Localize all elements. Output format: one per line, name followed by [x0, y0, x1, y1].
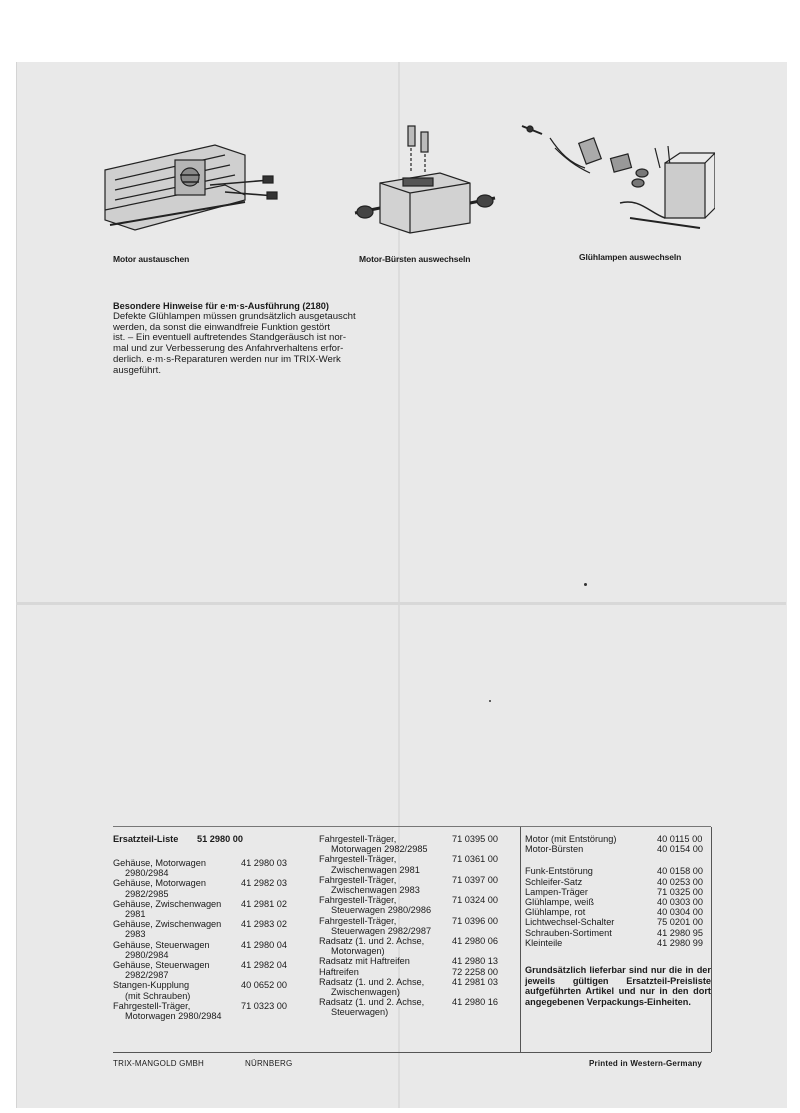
column-divider — [520, 827, 521, 1052]
part-name: Gehäuse, Zwischenwagen — [113, 898, 222, 909]
column-divider — [711, 827, 712, 1052]
parts-list-item — [319, 977, 519, 997]
part-name: Glühlampe, rot — [525, 907, 586, 918]
part-name-detail: Zwischenwagen 2983 — [331, 885, 420, 896]
part-name: Motor-Bürsten — [525, 844, 584, 855]
caption-motor-brushes: Motor-Bürsten auswechseln — [359, 254, 471, 264]
part-number: 41 2982 03 — [241, 878, 287, 889]
caption-motor: Motor austauschen — [113, 254, 190, 264]
part-name-detail: Motorwagen 2982/2985 — [331, 844, 428, 855]
part-number: 41 2980 99 — [657, 937, 703, 948]
part-name-detail: Motorwagen 2980/2984 — [125, 1011, 222, 1022]
part-name: Radsatz (1. und 2. Achse, — [319, 976, 425, 987]
ems-note — [113, 301, 393, 377]
parts-column-3-motor-items — [525, 834, 711, 854]
part-number: 40 0115 00 — [657, 834, 703, 844]
parts-list-item — [319, 854, 519, 874]
parts-list-item — [113, 940, 313, 960]
parts-column-2-items — [319, 834, 519, 1018]
parts-column-3-other-items — [525, 866, 711, 948]
parts-column-1-items — [113, 858, 313, 1021]
part-name: Gehäuse, Motorwagen — [113, 858, 206, 868]
part-number: 71 0395 00 — [452, 834, 498, 844]
part-number: 71 0361 00 — [452, 854, 498, 865]
parts-list-item — [319, 956, 519, 966]
parts-list-item — [113, 1001, 313, 1021]
part-number: 41 2980 13 — [452, 956, 498, 967]
parts-list-item — [113, 858, 313, 878]
part-name: Radsatz (1. und 2. Achse, — [319, 936, 425, 947]
part-name: Gehäuse, Zwischenwagen — [113, 919, 222, 930]
part-number: 41 2980 04 — [241, 939, 287, 950]
paper-speck — [489, 700, 491, 702]
part-name-detail: 2983 — [125, 929, 146, 940]
part-name: Fahrgestell-Träger, — [319, 915, 397, 926]
parts-list-item — [319, 936, 519, 956]
part-number: 41 2980 16 — [452, 997, 498, 1008]
part-number: 40 0158 00 — [657, 866, 703, 877]
part-name: Fahrgestell-Träger, — [319, 895, 397, 906]
part-name: Funk-Entstörung — [525, 866, 593, 877]
part-name-detail: 2982/2987 — [125, 970, 169, 981]
ems-note-heading: Besondere Hinweise für e·m·s-Ausführung (2180) — [113, 301, 329, 311]
part-number: 75 0201 00 — [657, 917, 703, 928]
part-name: Fahrgestell-Träger, — [319, 854, 397, 865]
lamp-replacement-illustration — [520, 118, 715, 243]
part-name: Lampen-Träger — [525, 886, 588, 897]
ems-note-line: mal und zur Verbesserung des Anfahrverhaltens erfor- — [113, 343, 344, 355]
part-name: Kleinteile — [525, 937, 563, 948]
parts-list-item — [113, 919, 313, 939]
footer-printed: Printed in Western-Germany — [589, 1059, 703, 1068]
part-name-detail: Motorwagen) — [331, 946, 385, 957]
part-number: 41 2981 03 — [452, 976, 498, 987]
parts-list-item — [525, 877, 711, 887]
ems-note-line: werden, da sonst die einwandfreie Funktion gestört — [113, 321, 331, 333]
parts-column-2 — [319, 834, 519, 1018]
parts-list-item — [525, 928, 711, 938]
motor-replacement-illustration — [95, 130, 290, 240]
parts-list-item — [319, 967, 519, 977]
part-name: Glühlampe, weiß — [525, 897, 594, 908]
part-name-detail: 2982/2985 — [125, 888, 169, 899]
part-number: 41 2980 06 — [452, 936, 498, 947]
part-number: 71 0397 00 — [452, 874, 498, 885]
part-number: 40 0304 00 — [657, 907, 703, 918]
availability-note: Grundsätzlich lieferbar sind nur die in der jeweils gültigen Ersatzteil-Preisliste aufgeführten Artikel und nur in den dort angegebenen Verpackungs-Einheiten. — [525, 965, 711, 1007]
part-number: 40 0303 00 — [657, 897, 703, 908]
part-number: 72 2258 00 — [452, 966, 498, 977]
part-name: Gehäuse, Motorwagen — [113, 878, 206, 889]
part-name-detail: 2980/2984 — [125, 868, 169, 879]
motor-brushes-illustration — [345, 118, 505, 238]
part-name: Stangen-Kupplung — [113, 980, 190, 991]
parts-list-item — [113, 980, 313, 1000]
parts-list-item — [525, 907, 711, 917]
part-number: 41 2980 95 — [657, 927, 703, 938]
parts-list-item — [319, 895, 519, 915]
parts-list-item — [319, 916, 519, 936]
part-name: Radsatz (1. und 2. Achse, — [319, 997, 425, 1008]
part-name-detail: 2980/2984 — [125, 949, 169, 960]
part-name: Motor (mit Entstörung) — [525, 834, 617, 844]
parts-list-item — [319, 997, 519, 1017]
parts-list-item — [319, 875, 519, 895]
part-name-detail: Steuerwagen 2980/2986 — [331, 905, 432, 916]
parts-list-item — [319, 834, 519, 854]
parts-list-item — [113, 899, 313, 919]
part-name-detail: Zwischenwagen) — [331, 987, 400, 998]
parts-list-item — [525, 897, 711, 907]
part-number: 41 2981 02 — [241, 898, 287, 909]
footer-rule — [113, 1052, 711, 1053]
part-name: Gehäuse, Steuerwagen — [113, 939, 210, 950]
part-name: Lichtwechsel-Schalter — [525, 917, 615, 928]
part-name-detail: (mit Schrauben) — [125, 990, 191, 1001]
part-number: 41 2980 03 — [241, 858, 287, 868]
part-name: Schrauben-Sortiment — [525, 927, 612, 938]
ems-note-line: ist. – Ein eventuell auftretendes Standgeräusch ist nor- — [113, 332, 347, 344]
parts-column-1 — [113, 834, 313, 1021]
paper-speck — [584, 583, 587, 586]
part-number: 41 2983 02 — [241, 919, 287, 930]
fold-line-horizontal — [16, 602, 786, 605]
part-number: 40 0154 00 — [657, 844, 703, 855]
part-name: Fahrgestell-Träger, — [319, 874, 397, 885]
part-number: 71 0324 00 — [452, 895, 498, 906]
part-name: Haftreifen — [319, 966, 359, 977]
parts-list-title: Ersatzteil-Liste — [113, 834, 179, 844]
part-name-detail: Steuerwagen) — [331, 1007, 389, 1018]
part-name-detail: Zwischenwagen 2981 — [331, 864, 420, 875]
part-number: 71 0325 00 — [657, 886, 703, 897]
part-name: Schleifer-Satz — [525, 876, 583, 887]
footer-company: TRIX-MANGOLD GMBH — [113, 1059, 204, 1068]
parts-list-item — [525, 917, 711, 927]
part-name: Fahrgestell-Träger, — [319, 834, 397, 844]
caption-lamps: Glühlampen auswechseln — [579, 252, 682, 262]
parts-list-item — [525, 938, 711, 948]
part-number: 71 0396 00 — [452, 915, 498, 926]
part-name-detail: 2981 — [125, 909, 146, 920]
ems-note-line: ausgeführt. — [113, 364, 162, 376]
part-name: Radsatz mit Haftreifen — [319, 956, 410, 967]
part-name: Fahrgestell-Träger, — [113, 1000, 191, 1011]
parts-list-title-number: 51 2980 00 — [197, 834, 243, 844]
ems-note-line: Defekte Glühlampen müssen grundsätzlich ausgetauscht — [113, 310, 356, 322]
part-number: 71 0323 00 — [241, 1000, 287, 1011]
parts-list-item — [525, 834, 711, 844]
parts-list-item — [525, 887, 711, 897]
part-number: 40 0652 00 — [241, 980, 287, 991]
part-name-detail: Steuerwagen 2982/2987 — [331, 925, 432, 936]
parts-list-item — [113, 960, 313, 980]
footer-city: NÜRNBERG — [245, 1059, 293, 1068]
parts-list-item — [525, 866, 711, 876]
parts-column-3 — [525, 834, 711, 948]
parts-list-top-rule — [113, 826, 711, 827]
parts-list-item — [525, 844, 711, 854]
part-number: 40 0253 00 — [657, 876, 703, 887]
ems-note-line: derlich. e·m·s-Reparaturen werden nur im TRIX-Werk — [113, 353, 341, 365]
part-name: Gehäuse, Steuerwagen — [113, 960, 210, 971]
parts-list-title-row — [113, 834, 313, 858]
part-number: 41 2982 04 — [241, 960, 287, 971]
parts-list-item — [113, 878, 313, 898]
